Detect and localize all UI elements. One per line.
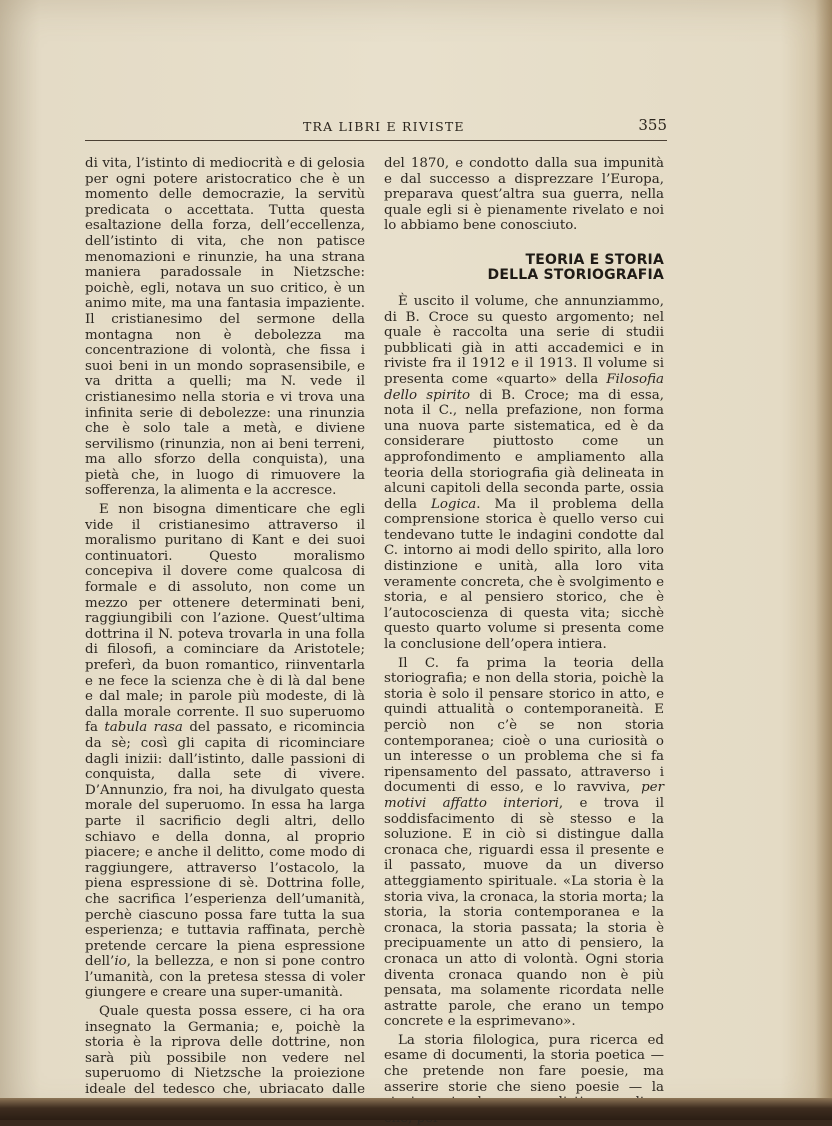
text-segment: È uscito il volume, che annunziammo, di B. Croce su questo argomento; nel quale è raccolta una serie di studii pubblicati già in atti accademici e in riviste fra il 1912 e il 1913. Il volume si presenta come «quarto» della <box>384 293 664 387</box>
section-heading-line: TEORIA E STORIA <box>525 251 664 268</box>
text-segment: , e trova il soddisfacimento di sè stesso e la soluzione. E in ciò si distingue dalla cronaca che, riguardi essa il presente e il passato, muove da un diverso atteggiamento spirituale. «La storia è la storia viva, la cronaca, la storia morta; la storia, la storia contemporanea e la cronaca, la storia passata; la storia è precipuamente un atto di pensiero, la cronaca un atto di volontà. Ogni storia diventa cronaca quando non è più pensata, ma solamente ricordata nelle astratte parole, che erano un tempo concrete e la esprimevano». <box>384 795 664 1030</box>
section-heading-line: DELLA STORIOGRAFIA <box>487 267 664 284</box>
text-segment: di vita, l’istinto di mediocrità e di gelosia per ogni potere aristocratico che è un momento delle democrazie, la servitù predicata o accettata. Tutta questa esaltazione della forza, dell’eccellenza, dell’istinto di vita, che non patisce menomazioni e rinunzie, ha una strana maniera paradossale in Nietzsche: poichè, egli, notava un suo critico, è un animo mite, ma una fantasia impaziente. Il cristianesimo del sermone della montagna non è debolezza ma concentrazione di volontà, che fissa i suoi beni in un mondo soprasensibile, e va dritta a quelli; ma N. vede il cristianesimo nella storia e vi trova una infinita serie di debolezze: una rinunzia che è solo tale a metà, e diviene servilismo (rinunzia, non ai beni terreni, ma allo sforzo della conquista), una pietà che, in luogo di rimuovere la sofferenza, la alimenta e la accresce. <box>85 156 365 499</box>
scan-bottom-edge <box>0 1098 832 1120</box>
italic-text: Logica <box>430 496 477 512</box>
italic-text: per motivi affatto interiori <box>384 780 664 811</box>
left-column <box>85 156 365 1113</box>
body-paragraph <box>85 1004 365 1113</box>
text-segment: del passato, e ricomincia da sè; così gli capita di ricominciare dagli inizii: dall’istinto, dalle passioni di conquista, dalla sete di vivere. D’Annunzio, fra noi, ha divulgato questa morale del superuomo. In essa ha larga parte il sacrificio degli altri, dello schiavo e della donna, al proprio piacere; e anche il delitto, come modo di raggiungere, attraverso l’ostacolo, la piena espressione di sè. Dottrina folle, che sacrifica l’esperienza dell’umanità, perchè ciascuno possa fare tutta la sua esperienza; e tuttavia raffinata, perchè pretende cercare la piena espressione dell’ <box>85 720 365 970</box>
text-segment: Quale questa possa essere, ci ha ora insegnato la Germania; e, poichè la storia è la riprova delle dottrine, non sarà più possibile non vedere nel superuomo di Nietzsche la proiezione ideale del tedesco che, ubriacato dalle <box>85 1004 365 1098</box>
italic-text: Filosofia dello spirito <box>384 371 664 403</box>
body-paragraph <box>85 502 365 1001</box>
text-segment: di B. Croce; ma di essa, nota il C., nella prefazione, non forma una nuova parte sistematica, ed è da considerare piuttosto come un approfondimento e ampliamento alla teoria della storiografia già delineata in alcuni capitoli della seconda parte, ossia della <box>384 387 665 512</box>
page-header <box>85 116 667 140</box>
text-segment: del 1870, e condotto dalla sua impunità e dal successo a disprezzare l’Europa, preparava quest’altra sua guerra, nella quale egli si è pienamente rivelato e noi lo abbiamo bene conosciuto. <box>384 156 664 234</box>
text-segment: La storia filologica, pura ricerca ed esame di documenti, la storia poetica — che pretende non fare poesie, ma asserire storie che sieno poesie — la <box>384 1032 664 1095</box>
page-number: 355 <box>638 116 667 134</box>
right-column <box>384 156 664 1126</box>
italic-text: io <box>114 954 127 970</box>
text-segment: , la bellezza, e non si pone contro l’umanità, con la pretesa stessa di voler giungere e creare una super-umanità. <box>85 954 365 1001</box>
text-segment: . Ma il problema della comprensione storica è quello verso cui tendevano tutte le indagini condotte dal C. intorno ai modi dello spirito, alla loro distinzione e unità, alla loro vita veramente concreta, che è svolgimento e storia, e al pensiero storico, che è l’autocoscienza di questa vita; sicchè questo quarto volume si presenta come la conclusione dell’opera intiera. <box>384 496 664 653</box>
italic-text: tabula rasa <box>104 720 183 736</box>
running-title: TRA LIBRI E RIVISTE <box>303 119 465 134</box>
body-paragraph <box>85 156 365 499</box>
text-segment: Il C. fa prima la teoria della storiografia; e non della storia, poichè la storia è solo il pensare storico in atto, e quindi attualità o contemporaneità. E perciò non c’è se non storia contemporanea; cioè o una curiosità o un interesse o un problema che si fa ripensamento del passato, attraverso i documenti di esso, e lo ravviva, <box>384 655 664 796</box>
body-paragraph <box>384 656 664 1030</box>
body-paragraph <box>384 294 664 653</box>
header-rule <box>85 140 667 141</box>
section-heading <box>384 253 664 284</box>
text-segment: E non bisogna dimenticare che egli vide il cristianesimo attraverso il moralismo puritano di Kant e dei suoi continuatori. Questo moralismo concepiva il dovere come qualcosa di formale e di assoluto, non come un mezzo per ottenere determinati beni, raggiungibili con l’azione. Quest’ultima dottrina il N. poteva trovarla in una folla di filosofi, a cominciare da Aristotele; preferì, da buon romantico, riinventarla e ne fece la scienza che è di là dal bene e dal male; in parole più modeste, di là dalla morale corrente. Il suo superuomo fa <box>85 502 365 736</box>
body-paragraph <box>384 156 664 234</box>
